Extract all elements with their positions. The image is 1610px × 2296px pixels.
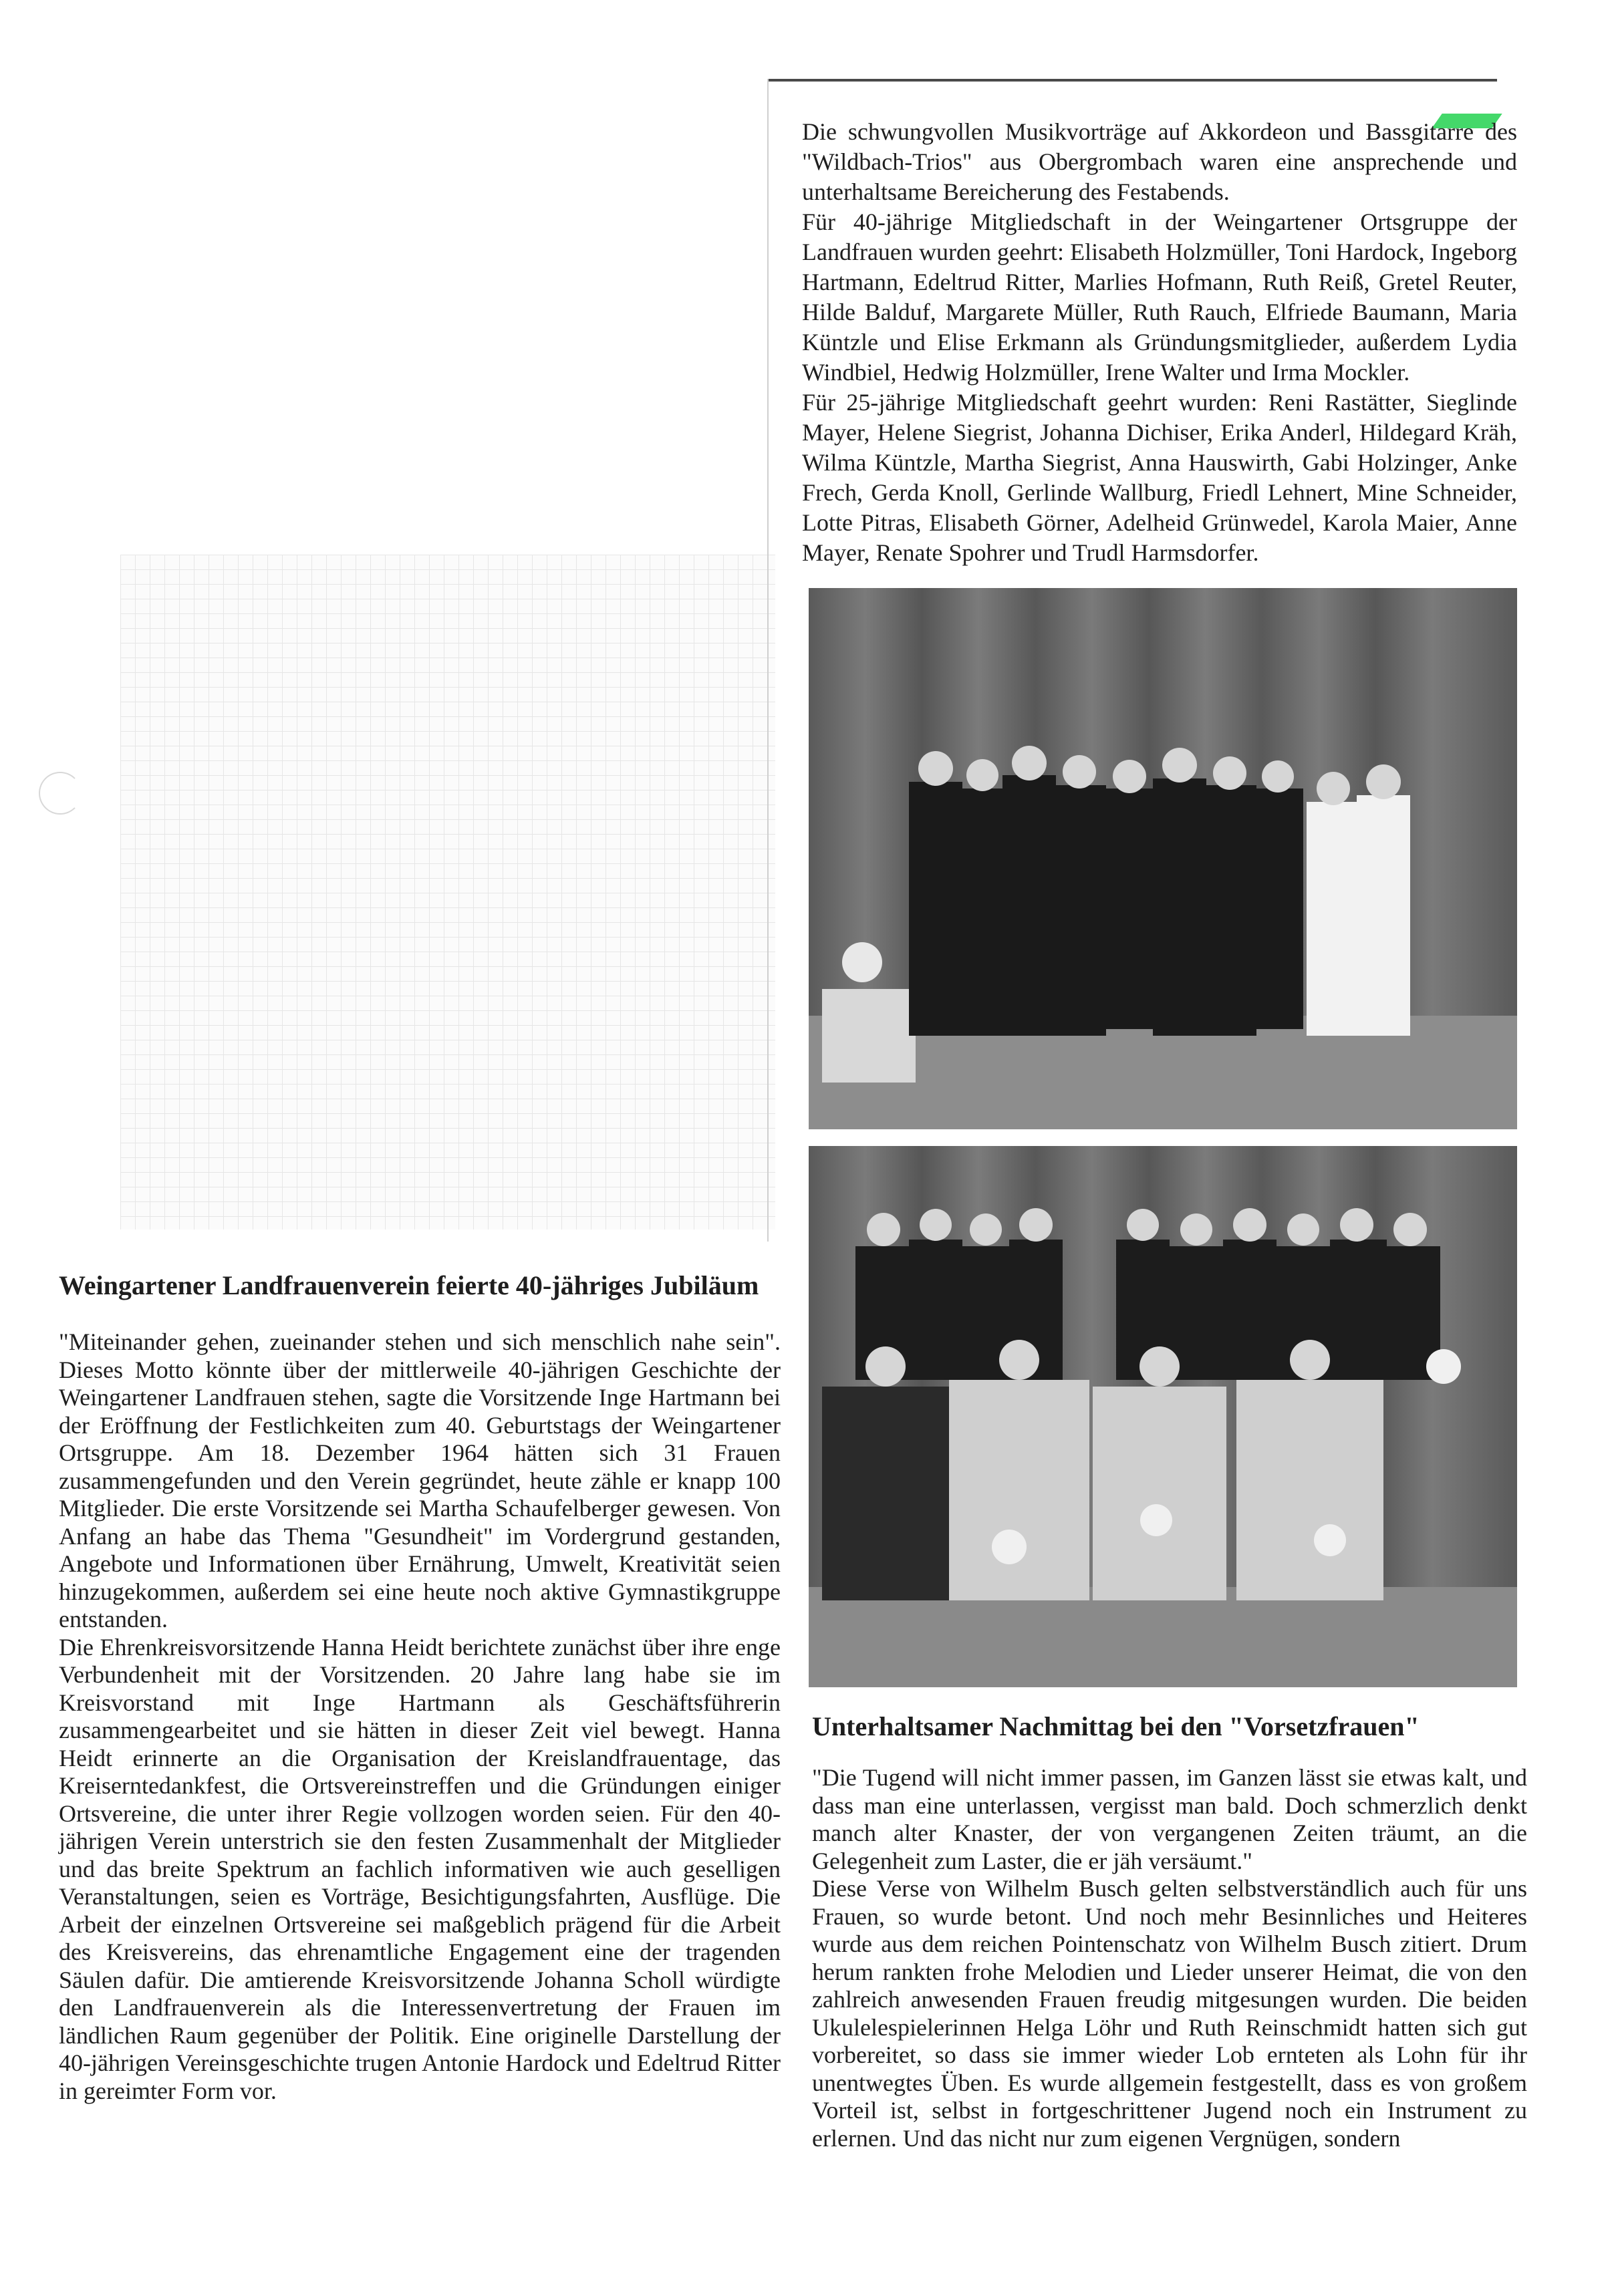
paragraph: Für 40-jährige Mitgliedschaft in der Weingartener Ortsgruppe der Landfrauen wurden geehrt: Elisabeth Holzmüller, Toni Hardock, Ingeborg Hartmann, Edeltrud Ritter, Marlies Hofmann, Ruth Reiß, Gretel Reuter, Hilde Balduf, Margarete Müller, Ruth Rauch, Elfriede Baumann, Maria Küntzle und Elise Erkmann als Gründungsmitglieder, außerdem Lydia Windbiel, Hedwig Holzmüller, Irene Walter und Irma Mockler. bbox=[802, 208, 1517, 386]
paragraph: "Die Tugend will nicht immer passen, im Ganzen lässt sie etwas kalt, und dass man eine unterlassen, vergisst man bald. Doch schmerzlich denkt manch alter Knaster, der von vergangenen Zeiten träumt, an die Gelegenheit zum Laster, die er jäh versäumt." bbox=[812, 1764, 1527, 1874]
article-bottom-right bbox=[812, 1711, 1527, 2152]
graph-paper-background bbox=[120, 555, 775, 1230]
article-headline: Unterhaltsamer Nachmittag bei den "Vorsetzfrauen" bbox=[812, 1711, 1420, 1741]
clipping-edge bbox=[767, 79, 769, 1242]
group-photo-standing bbox=[809, 588, 1517, 1129]
paragraph: Die Ehrenkreisvorsitzende Hanna Heidt berichtete zunächst über ihre enge Verbundenheit mit der Vorsitzenden. 20 Jahre lang habe sie im Kreisvorstand mit Inge Hartmann als Geschäftsführerin zusammengearbeitet und sie hätten in dieser Zeit viel bewegt. Hanna Heidt erinnerte an die Organisation der Kreislandfrauentage, das Kreiserntedankfest, die Ortsvereinstreffen und die Gründungen einiger Ortsvereine, die unter ihrer Regie vollzogen worden seien. Für den 40-jährigen Verein unterstrich sie den festen Zusammenhalt der Mitglieder und das breite Spektrum an fachlich informativen wie auch geselligen Veranstaltungen, seien es Vorträge, Besichtigungsfahrten, Ausflüge. Die Arbeit der einzelnen Ortsvereine sei maßgeblich prägend für die Arbeit des Kreisvereins, das ehrenamtliche Engagement eine der tragenden Säulen dafür. Die amtierende Kreisvorsitzende Johanna Scholl würdigte den Landfrauenverein als die Interessenvertretung der Frauen im ländlichen Raum gegenüber der Politik. Eine originelle Darstellung der 40-jährigen Vereinsgeschichte trugen Antonie Hardock und Edeltrud Ritter in gereimter Form vor. bbox=[59, 1633, 781, 2104]
punch-hole bbox=[39, 772, 82, 815]
paragraph: Diese Verse von Wilhelm Busch gelten selbstverständlich auch für uns Frauen, so wurde betont. Und noch mehr Besinnliches und Heiteres wurde aus dem reichen Pointenschatz von Wilhelm Busch zitiert. Drum herum rankten frohe Melodien und Lieder unserer Heimat, die von den zahlreich anwesenden Frauen freudig mitgesungen wurden. Die beiden Ukulelespielerinnen Helga Löhr und Ruth Reinschmidt hatten sich gut vorbereitet, so dass sie immer wieder Lob ernteten als Lohn für ihr unentwegtes Üben. Es wurde allgemein festgestellt, dass es von großem Vorteil ist, selbst in fortgeschrittener Jugend noch ein Instrument zu erlernen. Und das nicht nur zum eigenen Vergnügen, sondern bbox=[812, 1875, 1527, 2152]
article-left bbox=[59, 1270, 781, 2105]
article-headline: Weingartener Landfrauenverein feierte 40-jähriges Jubiläum bbox=[59, 1270, 759, 1300]
paragraph: "Miteinander gehen, zueinander stehen und sich menschlich nahe sein". Dieses Motto könnte über der mittlerweile 40-jährigen Geschichte der Weingartener Landfrauen stehen, sagte die Vorsitzende Inge Hartmann bei der Eröffnung der Festlichkeiten zum 40. Geburtstags der Weingartener Ortsgruppe. Am 18. Dezember 1964 hätten sich 31 Frauen zusammengefunden und den Verein gegründet, heute zähle er knapp 100 Mitglieder. Die erste Vorsitzende sei Martha Schaufelberger gewesen. Von Anfang an habe das Thema "Gesundheit" im Vordergrund gestanden, Angebote und Informationen über Ernährung, Umwelt, Kreativität seien hinzugekommen, außerdem sei eine heute noch aktive Gymnastikgruppe entstanden. bbox=[59, 1328, 781, 1632]
paragraph: Für 25-jährige Mitgliedschaft geehrt wurden: Reni Rastätter, Sieglinde Mayer, Helene Siegrist, Johanna Dichiser, Erika Anderl, Hildegard Kräh, Wilma Küntzle, Martha Siegrist, Anna Hauswirth, Gabi Holzinger, Anke Frech, Gerda Knoll, Gerlinde Wallburg, Friedl Lehnert, Mine Schneider, Lotte Pitras, Elisabeth Görner, Adelheid Grünwedel, Karola Maier, Anne Mayer, Renate Spohrer und Trudl Harmsdorfer. bbox=[802, 389, 1517, 566]
group-photo-seated bbox=[809, 1146, 1517, 1687]
article-top-right bbox=[802, 117, 1517, 568]
clipping-top-border bbox=[769, 79, 1497, 82]
paragraph: Die schwungvollen Musikvorträge auf Akkordeon und Bassgitarre des "Wildbach-Trios" aus Obergrombach waren eine ansprechende und unterhaltsame Bereicherung des Festabends. bbox=[802, 118, 1517, 205]
